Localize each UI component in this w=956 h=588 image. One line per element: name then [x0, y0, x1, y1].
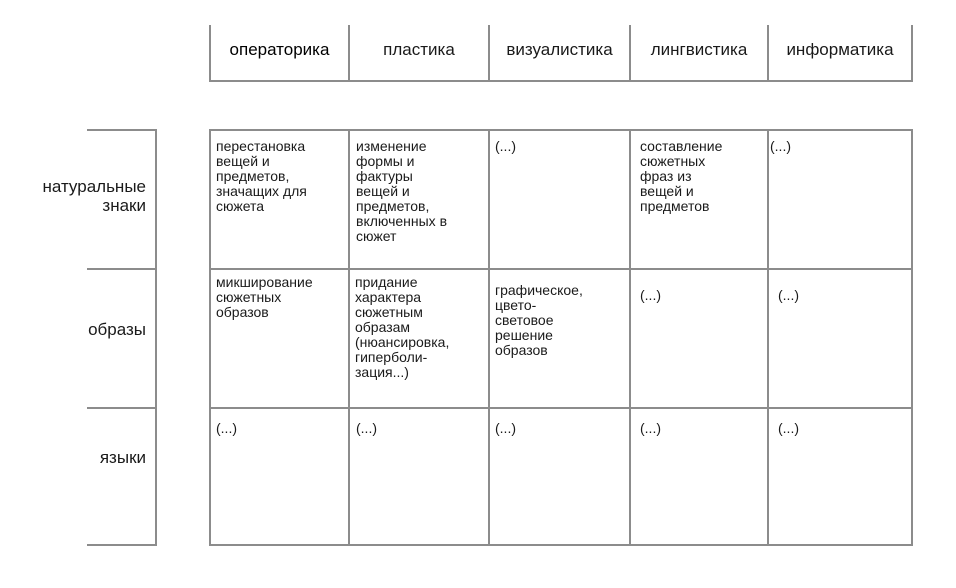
cell-yazyki-lingvistika — [640, 421, 661, 436]
cell-text-line: (...) — [640, 287, 661, 303]
cell-text — [356, 139, 447, 244]
cell-text-line: придание — [355, 274, 418, 290]
cell-text-line: образам — [355, 319, 411, 335]
cell-text — [495, 283, 583, 358]
cell-naturalnye-lingvistika — [640, 139, 722, 214]
cell-text-line: (...) — [640, 420, 661, 436]
cell-text-line: решение — [495, 327, 553, 343]
cell-text — [216, 139, 307, 214]
cell-text-line: зация...) — [355, 364, 409, 380]
cell-text-line: (...) — [770, 138, 791, 154]
cell-text — [778, 288, 799, 303]
cell-text-line: графическое, — [495, 282, 583, 298]
cell-text-line: (...) — [356, 420, 377, 436]
cell-text-line: вещей и — [640, 183, 694, 199]
row-label-naturalnye-znaki: натуральные знаки — [42, 177, 146, 215]
grid-row-line — [209, 268, 913, 270]
header-divider — [911, 25, 913, 82]
cell-text-line: (нюансировка, — [355, 334, 450, 350]
grid-row-line — [209, 544, 913, 546]
cell-text-line: предметов — [640, 198, 710, 214]
cell-text — [778, 421, 799, 436]
cell-text-line: гиперболи- — [355, 349, 428, 365]
cell-text — [356, 421, 377, 436]
cell-text-line: (...) — [495, 138, 516, 154]
cell-obrazy-lingvistika — [640, 288, 661, 303]
cell-text — [495, 421, 516, 436]
cell-text-line: включенных в — [356, 213, 448, 229]
cell-yazyki-plastika — [356, 421, 377, 436]
cell-obrazy-operatorika — [216, 275, 313, 320]
grid-column-line — [911, 129, 913, 546]
column-header-informatika: информатика — [786, 40, 894, 59]
cell-text-line: образов — [495, 342, 548, 358]
cell-yazyki-informatika — [778, 421, 799, 436]
cell-yazyki-vizualistika — [495, 421, 516, 436]
grid-column-line — [629, 129, 631, 546]
cell-text-line: сюжетных — [216, 289, 282, 305]
cell-text-line: фактуры — [356, 168, 413, 184]
cell-naturalnye-informatika — [770, 139, 791, 154]
row-label-obrazy: образы — [88, 320, 146, 339]
cell-text — [640, 288, 661, 303]
grid-column-line — [348, 129, 350, 546]
cell-text-line: перестановка — [216, 138, 306, 154]
cell-text-line: сюжетных — [640, 153, 706, 169]
grid-row-line — [209, 129, 913, 131]
header-bottom-line — [209, 80, 913, 82]
cell-text-line: характера — [355, 289, 422, 305]
row-label-yazyki: языки — [99, 448, 146, 467]
cell-text-line: фраз из — [640, 168, 692, 184]
cell-text — [640, 421, 661, 436]
column-header-operatorika: операторика — [229, 40, 330, 59]
cell-text — [770, 139, 791, 154]
grid-column-line — [767, 129, 769, 546]
cell-text-line: вещей и — [216, 153, 270, 169]
cell-text-line: (...) — [778, 420, 799, 436]
cell-text — [216, 275, 313, 320]
cell-naturalnye-vizualistika — [495, 139, 516, 154]
row-separator-left — [87, 129, 157, 131]
cell-text — [216, 421, 237, 436]
cell-text-line: сюжет — [356, 228, 397, 244]
cell-text — [355, 275, 449, 380]
cell-naturalnye-plastika — [356, 139, 447, 244]
cell-text-line: цвето- — [495, 297, 537, 313]
cell-text-line: (...) — [495, 420, 516, 436]
cell-text-line: сюжетным — [355, 304, 423, 320]
cell-text — [495, 139, 516, 154]
cell-text-line: составление — [640, 138, 723, 154]
column-header-vizualistika: визуалистика — [506, 40, 613, 59]
cell-text-line: изменение — [356, 138, 427, 154]
column-header-lingvistika: лингвистика — [650, 40, 748, 59]
cell-text — [640, 139, 722, 214]
grid-row-line — [209, 407, 913, 409]
cell-yazyki-operatorika — [216, 421, 237, 436]
row-separator-left — [87, 407, 157, 409]
row-separator-left — [87, 544, 157, 546]
cell-text-line: микширование — [216, 274, 313, 290]
cell-obrazy-informatika — [778, 288, 799, 303]
cell-text-line: (...) — [778, 287, 799, 303]
cell-text-line: предметов, — [356, 198, 430, 214]
cell-text-line: вещей и — [356, 183, 410, 199]
cell-text-line: (...) — [216, 420, 237, 436]
grid-column-line — [209, 129, 211, 546]
column-header-plastika: пластика — [383, 40, 455, 59]
cell-text-line: образов — [216, 304, 269, 320]
cell-text-line: значащих для — [216, 183, 307, 199]
cell-naturalnye-operatorika — [216, 139, 307, 214]
cell-obrazy-plastika — [355, 275, 449, 380]
cell-text-line: формы и — [356, 153, 415, 169]
row-separator-left — [87, 268, 157, 270]
cell-obrazy-vizualistika — [495, 283, 583, 358]
row-label-border — [155, 129, 157, 546]
grid-column-line — [488, 129, 490, 546]
cell-text-line: предметов, — [216, 168, 290, 184]
cell-text-line: световое — [495, 312, 554, 328]
cell-text-line: сюжета — [216, 198, 265, 214]
